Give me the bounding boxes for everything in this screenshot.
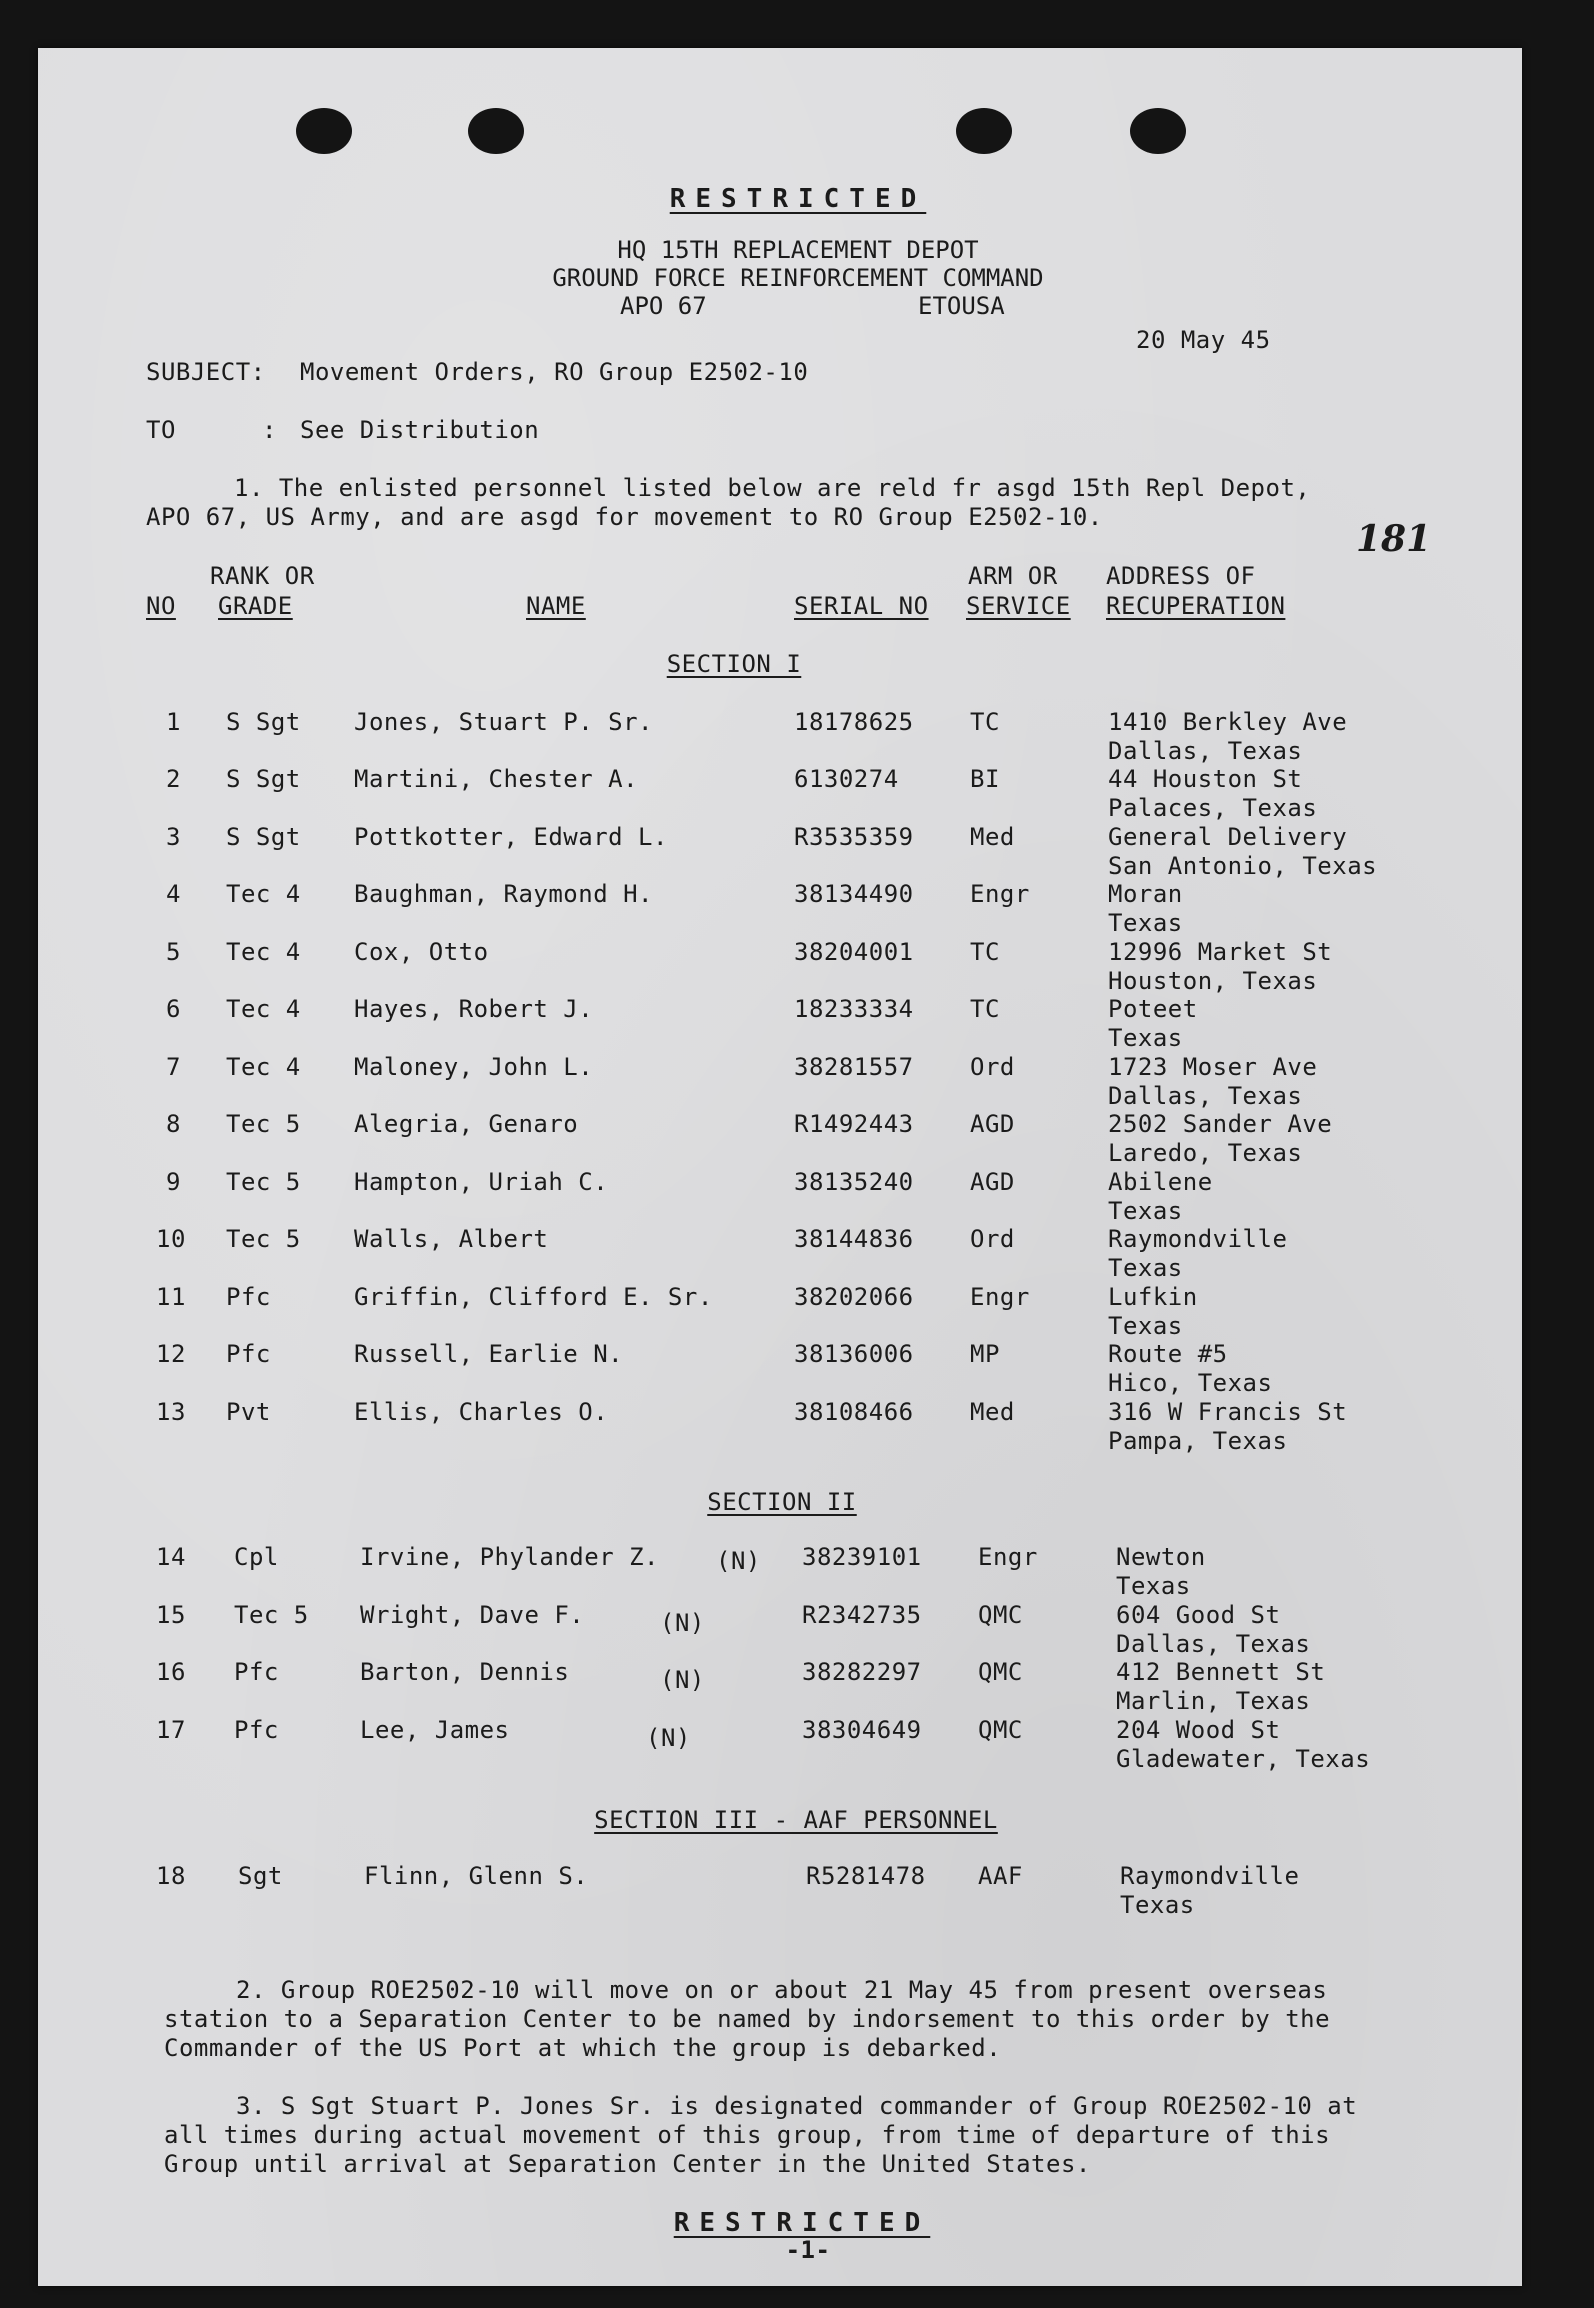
paragraph-1-line-2: APO 67, US Army, and are asgd for movement to RO Group E2502-10. — [146, 503, 1103, 531]
row-rank: Tec 5 — [226, 1110, 301, 1138]
unit-line-1: HQ 15TH REPLACEMENT DEPOT — [617, 236, 979, 264]
row-rank: S Sgt — [226, 823, 301, 851]
subject-label: SUBJECT: — [146, 358, 266, 386]
row-name: Ellis, Charles O. — [354, 1398, 609, 1426]
row-name: Pottkotter, Edward L. — [354, 823, 668, 851]
row-no: 10 — [156, 1225, 186, 1253]
punch-hole — [956, 108, 1012, 154]
row-address-1: Poteet — [1108, 995, 1198, 1023]
row-address-1: Abilene — [1108, 1168, 1213, 1196]
apo-number: APO 67 — [620, 292, 707, 320]
row-arm: TC — [970, 938, 1000, 966]
row-arm: BI — [970, 765, 1000, 793]
row-arm: Med — [970, 823, 1015, 851]
to-label: TO — [146, 416, 176, 444]
row-rank: Sgt — [238, 1862, 283, 1890]
row-address-1: Raymondville — [1120, 1862, 1300, 1890]
row-serial: R1492443 — [794, 1110, 914, 1138]
row-arm: TC — [970, 708, 1000, 736]
row-arm: MP — [970, 1340, 1000, 1368]
row-name: Hayes, Robert J. — [354, 995, 594, 1023]
punch-hole — [1130, 108, 1186, 154]
col-serial: SERIAL NO — [794, 592, 929, 620]
row-arm: QMC — [978, 1658, 1023, 1686]
row-address-1: Moran — [1108, 880, 1183, 908]
row-mark: (N) — [660, 1666, 705, 1694]
row-name: Jones, Stuart P. Sr. — [354, 708, 653, 736]
row-mark: (N) — [660, 1609, 705, 1637]
row-serial: 38282297 — [802, 1658, 922, 1686]
row-address-1: Route #5 — [1108, 1340, 1228, 1368]
row-address-1: Newton — [1116, 1543, 1206, 1571]
row-arm: QMC — [978, 1716, 1023, 1744]
row-no: 18 — [156, 1862, 186, 1890]
row-rank: Tec 5 — [234, 1601, 309, 1629]
row-name: Lee, James — [360, 1716, 510, 1744]
row-name: Griffin, Clifford E. Sr. — [354, 1283, 713, 1311]
paragraph-2-line-3: Commander of the US Port at which the group is debarked. — [164, 2034, 1002, 2062]
section-2-title: SECTION II — [707, 1488, 857, 1516]
row-address-1: Raymondville — [1108, 1225, 1288, 1253]
document-date: 20 May 45 — [1136, 326, 1271, 354]
row-address-2: Dallas, Texas — [1116, 1630, 1311, 1658]
col-address-top: ADDRESS OF — [1106, 562, 1256, 590]
row-arm: AGD — [970, 1168, 1015, 1196]
row-name: Hampton, Uriah C. — [354, 1168, 609, 1196]
row-serial: 6130274 — [794, 765, 899, 793]
row-rank: S Sgt — [226, 708, 301, 736]
punch-hole — [468, 108, 524, 154]
row-mark: (N) — [716, 1547, 761, 1575]
row-arm: Ord — [970, 1053, 1015, 1081]
paragraph-3-line-1: 3. S Sgt Stuart P. Jones Sr. is designated commander of Group ROE2502-10 at — [236, 2092, 1358, 2120]
row-name: Cox, Otto — [354, 938, 489, 966]
row-rank: Tec 5 — [226, 1168, 301, 1196]
col-rank-top: RANK OR — [210, 562, 315, 590]
row-rank: Tec 5 — [226, 1225, 301, 1253]
row-serial: 18178625 — [794, 708, 914, 736]
row-rank: Tec 4 — [226, 995, 301, 1023]
row-address-2: Texas — [1108, 1312, 1183, 1340]
col-address-bottom: RECUPERATION — [1106, 592, 1286, 620]
row-serial: 18233334 — [794, 995, 914, 1023]
row-no: 7 — [166, 1053, 181, 1081]
row-name: Walls, Albert — [354, 1225, 549, 1253]
row-rank: Tec 4 — [226, 880, 301, 908]
row-serial: 38202066 — [794, 1283, 914, 1311]
row-arm: Engr — [970, 1283, 1030, 1311]
col-rank-bottom: GRADE — [218, 592, 293, 620]
row-rank: Tec 4 — [226, 938, 301, 966]
row-name: Maloney, John L. — [354, 1053, 594, 1081]
row-address-2: Marlin, Texas — [1116, 1687, 1311, 1715]
row-no: 9 — [166, 1168, 181, 1196]
row-no: 8 — [166, 1110, 181, 1138]
row-arm: Engr — [970, 880, 1030, 908]
row-serial: 38281557 — [794, 1053, 914, 1081]
document-page — [38, 48, 1522, 2286]
col-arm-bottom: SERVICE — [966, 592, 1071, 620]
row-rank: Tec 4 — [226, 1053, 301, 1081]
to-separator: : — [262, 416, 277, 444]
row-mark: (N) — [646, 1724, 691, 1752]
row-address-2: Dallas, Texas — [1108, 1082, 1303, 1110]
row-serial: 38304649 — [802, 1716, 922, 1744]
row-no: 12 — [156, 1340, 186, 1368]
row-name: Russell, Earlie N. — [354, 1340, 624, 1368]
row-serial: 38239101 — [802, 1543, 922, 1571]
section-3-title: SECTION III - AAF PERSONNEL — [594, 1806, 998, 1834]
row-serial: 38136006 — [794, 1340, 914, 1368]
classification-top: RESTRICTED — [669, 184, 927, 214]
row-no: 15 — [156, 1601, 186, 1629]
row-address-2: Texas — [1120, 1891, 1195, 1919]
row-address-1: 2502 Sander Ave — [1108, 1110, 1333, 1138]
row-serial: 38108466 — [794, 1398, 914, 1426]
col-name: NAME — [526, 592, 586, 620]
paragraph-1-line-1: 1. The enlisted personnel listed below are reld fr asgd 15th Repl Depot, — [234, 474, 1311, 502]
to-text: See Distribution — [300, 416, 540, 444]
row-name: Barton, Dennis — [360, 1658, 570, 1686]
row-rank: Cpl — [234, 1543, 279, 1571]
row-address-1: 1410 Berkley Ave — [1108, 708, 1348, 736]
classification-bottom: RESTRICTED — [673, 2208, 931, 2238]
subject-text: Movement Orders, RO Group E2502-10 — [300, 358, 809, 386]
row-address-2: Texas — [1108, 1024, 1183, 1052]
row-serial: R2342735 — [802, 1601, 922, 1629]
row-serial: R3535359 — [794, 823, 914, 851]
paragraph-3-line-2: all times during actual movement of this group, from time of departure of this — [164, 2121, 1331, 2149]
page-stamp: 181 — [1356, 518, 1432, 560]
punch-hole — [296, 108, 352, 154]
row-address-2: Pampa, Texas — [1108, 1427, 1288, 1455]
row-address-1: 204 Wood St — [1116, 1716, 1281, 1744]
row-no: 4 — [166, 880, 181, 908]
row-address-1: 12996 Market St — [1108, 938, 1333, 966]
row-address-1: 412 Bennett St — [1116, 1658, 1326, 1686]
row-name: Flinn, Glenn S. — [364, 1862, 589, 1890]
row-address-2: Texas — [1108, 1254, 1183, 1282]
row-address-2: Gladewater, Texas — [1116, 1745, 1371, 1773]
row-name: Baughman, Raymond H. — [354, 880, 653, 908]
row-name: Wright, Dave F. — [360, 1601, 585, 1629]
row-rank: Pfc — [226, 1283, 271, 1311]
row-address-2: San Antonio, Texas — [1108, 852, 1378, 880]
paragraph-2-line-2: station to a Separation Center to be named by indorsement to this order by the — [164, 2005, 1331, 2033]
unit-line-2: GROUND FORCE REINFORCEMENT COMMAND — [552, 264, 1044, 292]
row-rank: Pfc — [234, 1658, 279, 1686]
row-rank: Pfc — [234, 1716, 279, 1744]
row-address-2: Dallas, Texas — [1108, 737, 1303, 765]
col-arm-top: ARM OR — [968, 562, 1058, 590]
row-name: Martini, Chester A. — [354, 765, 639, 793]
row-arm: QMC — [978, 1601, 1023, 1629]
row-arm: Engr — [978, 1543, 1038, 1571]
row-no: 2 — [166, 765, 181, 793]
row-no: 16 — [156, 1658, 186, 1686]
row-no: 11 — [156, 1283, 186, 1311]
row-no: 1 — [166, 708, 181, 736]
col-no: NO — [146, 592, 176, 620]
row-no: 5 — [166, 938, 181, 966]
theater: ETOUSA — [918, 292, 1005, 320]
row-address-2: Laredo, Texas — [1108, 1139, 1303, 1167]
row-arm: AGD — [970, 1110, 1015, 1138]
row-address-2: Houston, Texas — [1108, 967, 1318, 995]
row-no: 14 — [156, 1543, 186, 1571]
row-serial: 38134490 — [794, 880, 914, 908]
row-address-2: Texas — [1108, 909, 1183, 937]
section-1-title: SECTION I — [666, 650, 802, 678]
row-serial: 38135240 — [794, 1168, 914, 1196]
row-arm: Med — [970, 1398, 1015, 1426]
row-address-2: Hico, Texas — [1108, 1369, 1273, 1397]
row-address-1: 1723 Moser Ave — [1108, 1053, 1318, 1081]
row-serial: R5281478 — [806, 1862, 926, 1890]
row-address-1: General Delivery — [1108, 823, 1348, 851]
row-rank: Pfc — [226, 1340, 271, 1368]
row-arm: TC — [970, 995, 1000, 1023]
paragraph-3-line-3: Group until arrival at Separation Center in the United States. — [164, 2150, 1091, 2178]
row-rank: Pvt — [226, 1398, 271, 1426]
row-serial: 38144836 — [794, 1225, 914, 1253]
paragraph-2-line-1: 2. Group ROE2502-10 will move on or about 21 May 45 from present overseas — [236, 1976, 1328, 2004]
row-name: Alegria, Genaro — [354, 1110, 579, 1138]
row-arm: Ord — [970, 1225, 1015, 1253]
row-arm: AAF — [978, 1862, 1023, 1890]
row-address-1: Lufkin — [1108, 1283, 1198, 1311]
row-rank: S Sgt — [226, 765, 301, 793]
row-address-1: 604 Good St — [1116, 1601, 1281, 1629]
row-no: 6 — [166, 995, 181, 1023]
row-address-1: 316 W Francis St — [1108, 1398, 1348, 1426]
row-serial: 38204001 — [794, 938, 914, 966]
row-address-1: 44 Houston St — [1108, 765, 1303, 793]
row-address-2: Texas — [1116, 1572, 1191, 1600]
row-address-2: Palaces, Texas — [1108, 794, 1318, 822]
page-number: -1- — [785, 2236, 831, 2264]
row-no: 13 — [156, 1398, 186, 1426]
row-address-2: Texas — [1108, 1197, 1183, 1225]
row-no: 17 — [156, 1716, 186, 1744]
row-name: Irvine, Phylander Z. — [360, 1543, 659, 1571]
row-no: 3 — [166, 823, 181, 851]
